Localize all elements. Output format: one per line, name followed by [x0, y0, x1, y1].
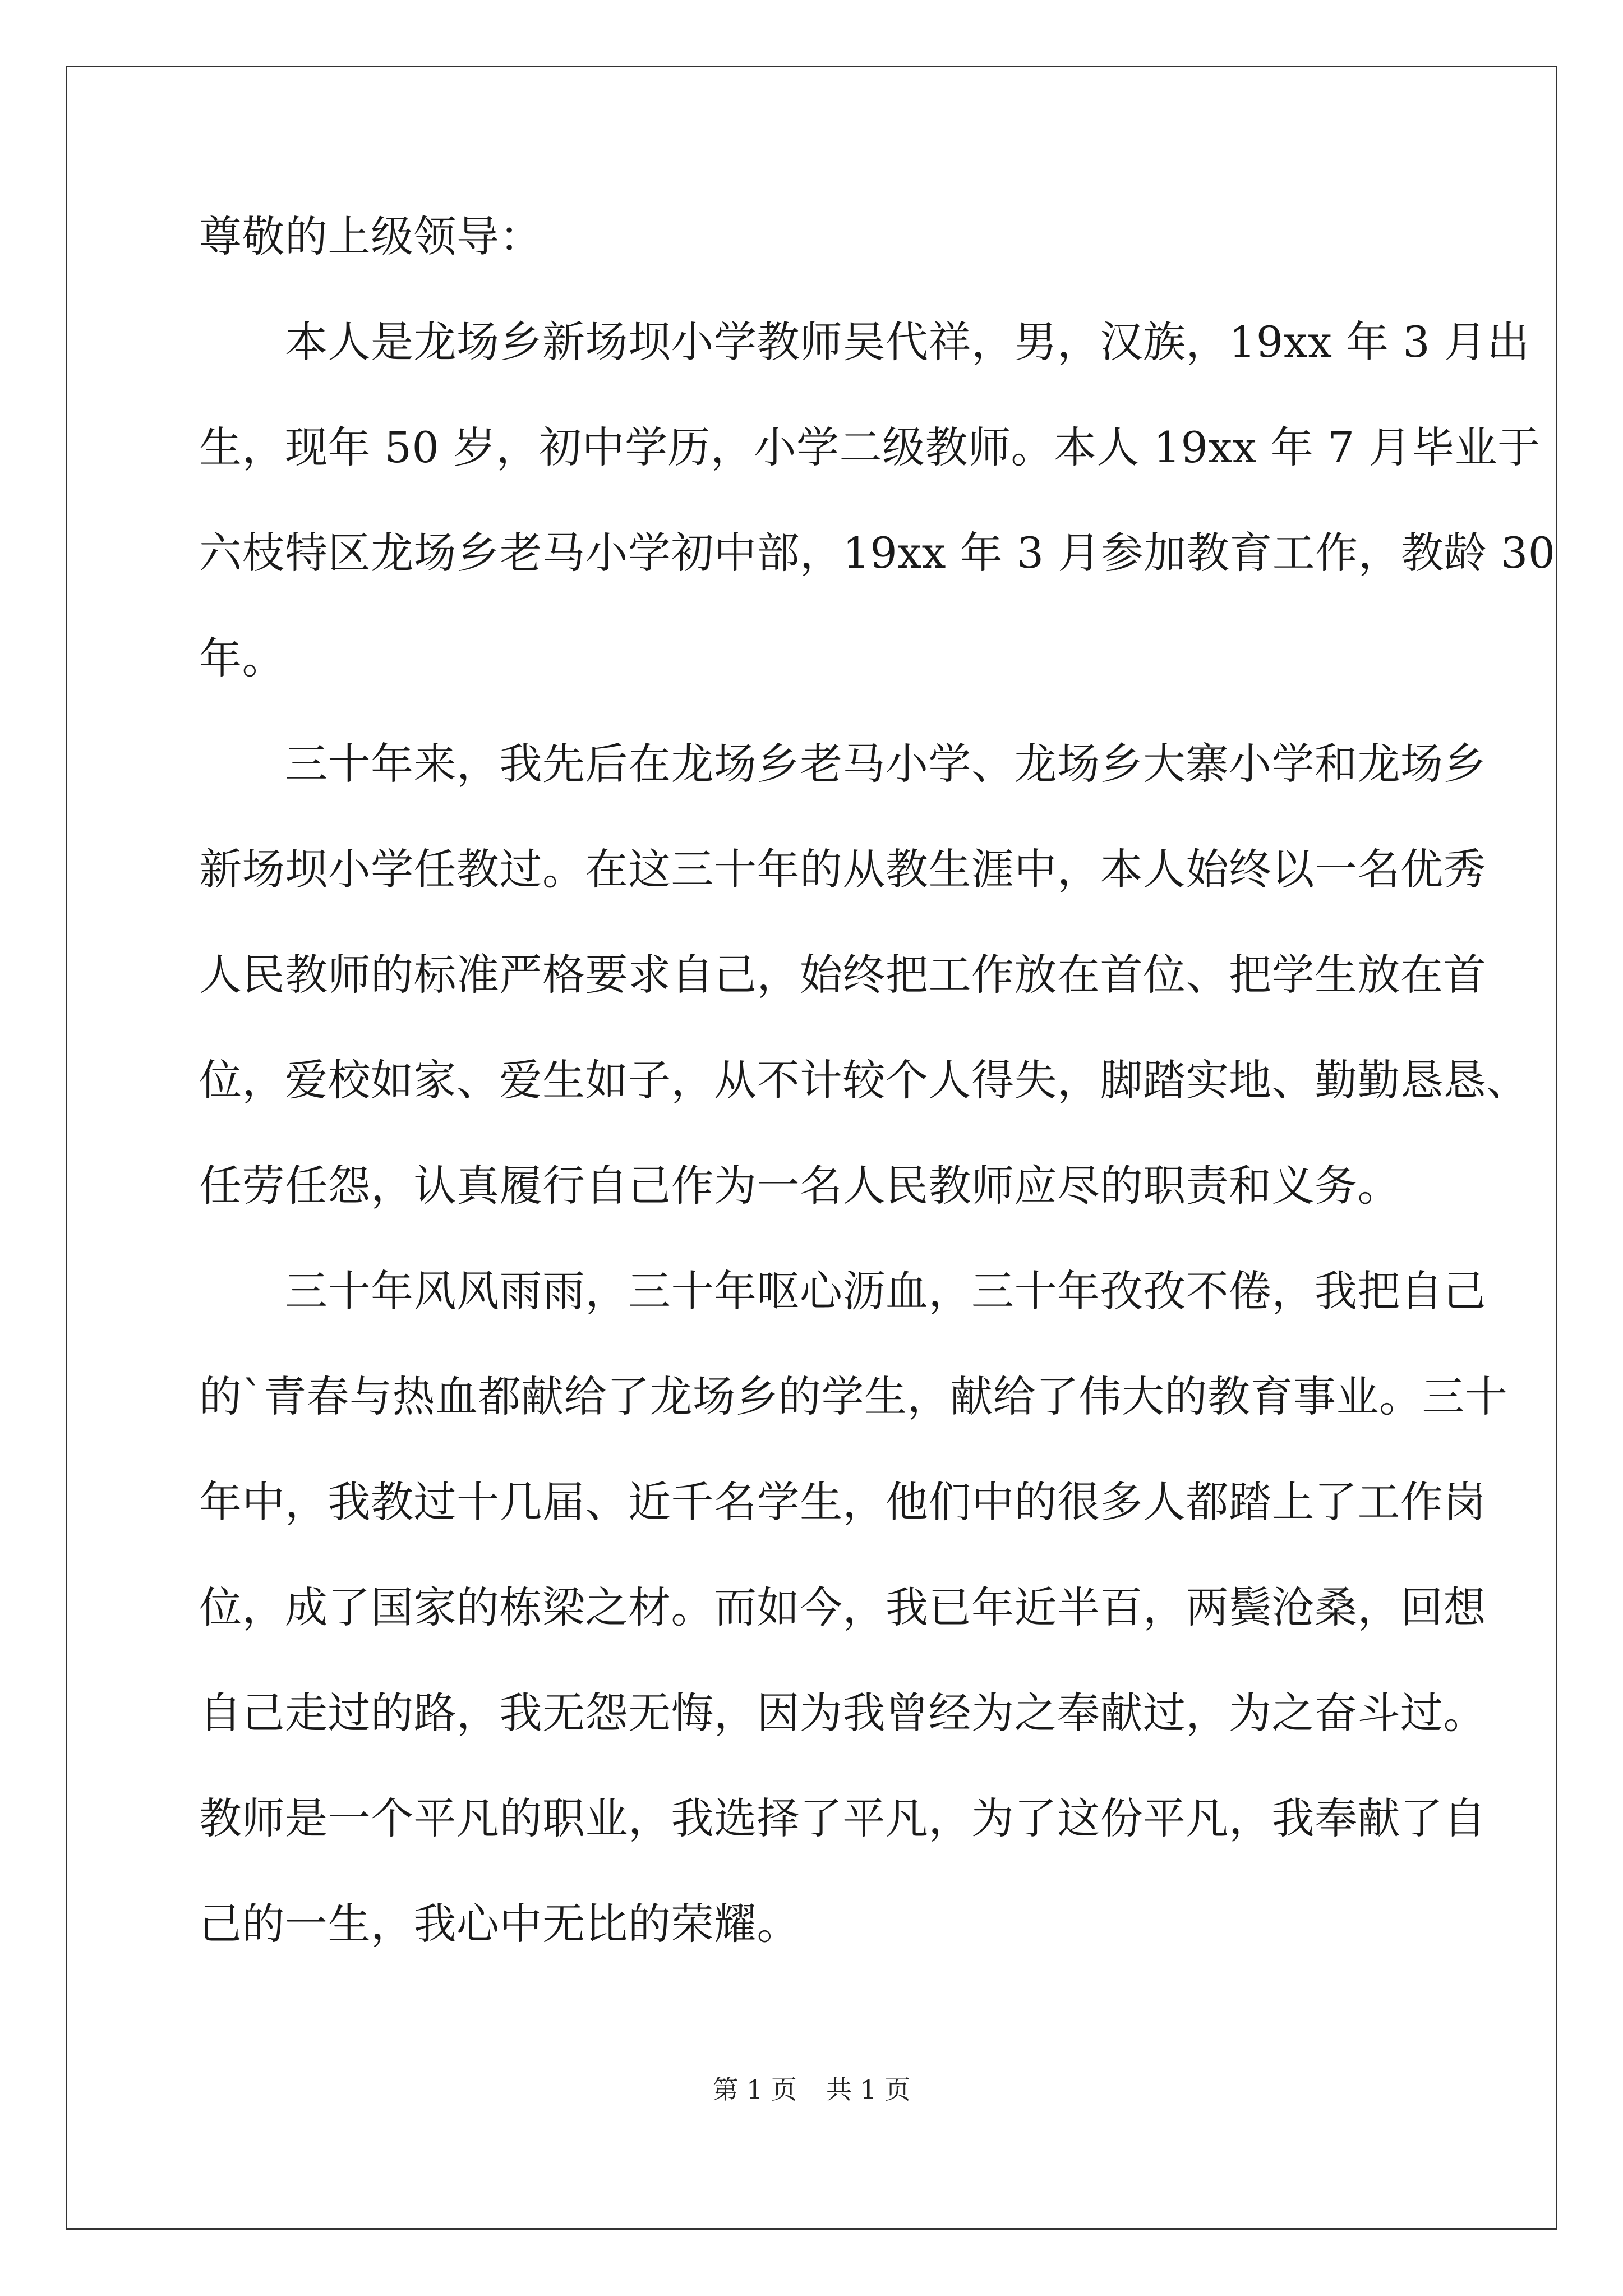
paragraph-3-line-1: 三十年风风雨雨，三十年呕心沥血，三十年孜孜不倦，我把自己	[199, 1266, 1486, 1316]
paragraph-3-line-3: 年中，我教过十几届、近千名学生，他们中的很多人都踏上了工作岗	[199, 1477, 1486, 1527]
paragraph-1-line-2: 生，现年 50 岁，初中学历，小学二级教师。本人 19xx 年 7 月毕业于	[199, 422, 1541, 472]
paragraph-2-line-3: 人民教师的标准严格要求自己，始终把工作放在首位、把学生放在首	[199, 950, 1486, 1000]
salutation: 尊敬的上级领导：	[199, 211, 542, 261]
paragraph-1-line-1: 本人是龙场乡新场坝小学教师吴代祥，男，汉族，19xx 年 3 月出	[199, 317, 1530, 367]
paragraph-2-line-5: 任劳任怨，认真履行自己作为一名人民教师应尽的职责和义务。	[199, 1161, 1400, 1211]
paragraph-3-line-4: 位，成了国家的栋梁之材。而如今，我已年近半百，两鬓沧桑，回想	[199, 1582, 1486, 1632]
paragraph-2-line-1: 三十年来，我先后在龙场乡老马小学、龙场乡大寨小学和龙场乡	[199, 739, 1486, 789]
paragraph-1-line-4: 年。	[199, 633, 285, 683]
paragraph-3-line-5: 自己走过的路，我无怨无悔，因为我曾经为之奉献过，为之奋斗过。	[199, 1688, 1486, 1738]
page-number-total: 共 1 页	[826, 2074, 911, 2105]
page-number-current: 第 1 页	[712, 2074, 797, 2105]
paragraph-2-line-2: 新场坝小学任教过。在这三十年的从教生涯中，本人始终以一名优秀	[199, 844, 1486, 894]
paragraph-3-line-2: 的`青春与热血都献给了龙场乡的学生，献给了伟大的教育事业。三十	[199, 1372, 1508, 1421]
page-footer	[0, 2074, 1623, 2105]
paragraph-3-line-6: 教师是一个平凡的职业，我选择了平凡，为了这份平凡，我奉献了自	[199, 1793, 1486, 1843]
document-body	[199, 211, 1556, 2008]
paragraph-2-line-4: 位，爱校如家、爱生如子，从不计较个人得失，脚踏实地、勤勤恳恳、	[199, 1055, 1529, 1105]
paragraph-1-line-3: 六枝特区龙场乡老马小学初中部，19xx 年 3 月参加教育工作，教龄 30	[199, 528, 1556, 578]
paragraph-3-line-7: 己的一生，我心中无比的荣耀。	[199, 1899, 800, 1949]
